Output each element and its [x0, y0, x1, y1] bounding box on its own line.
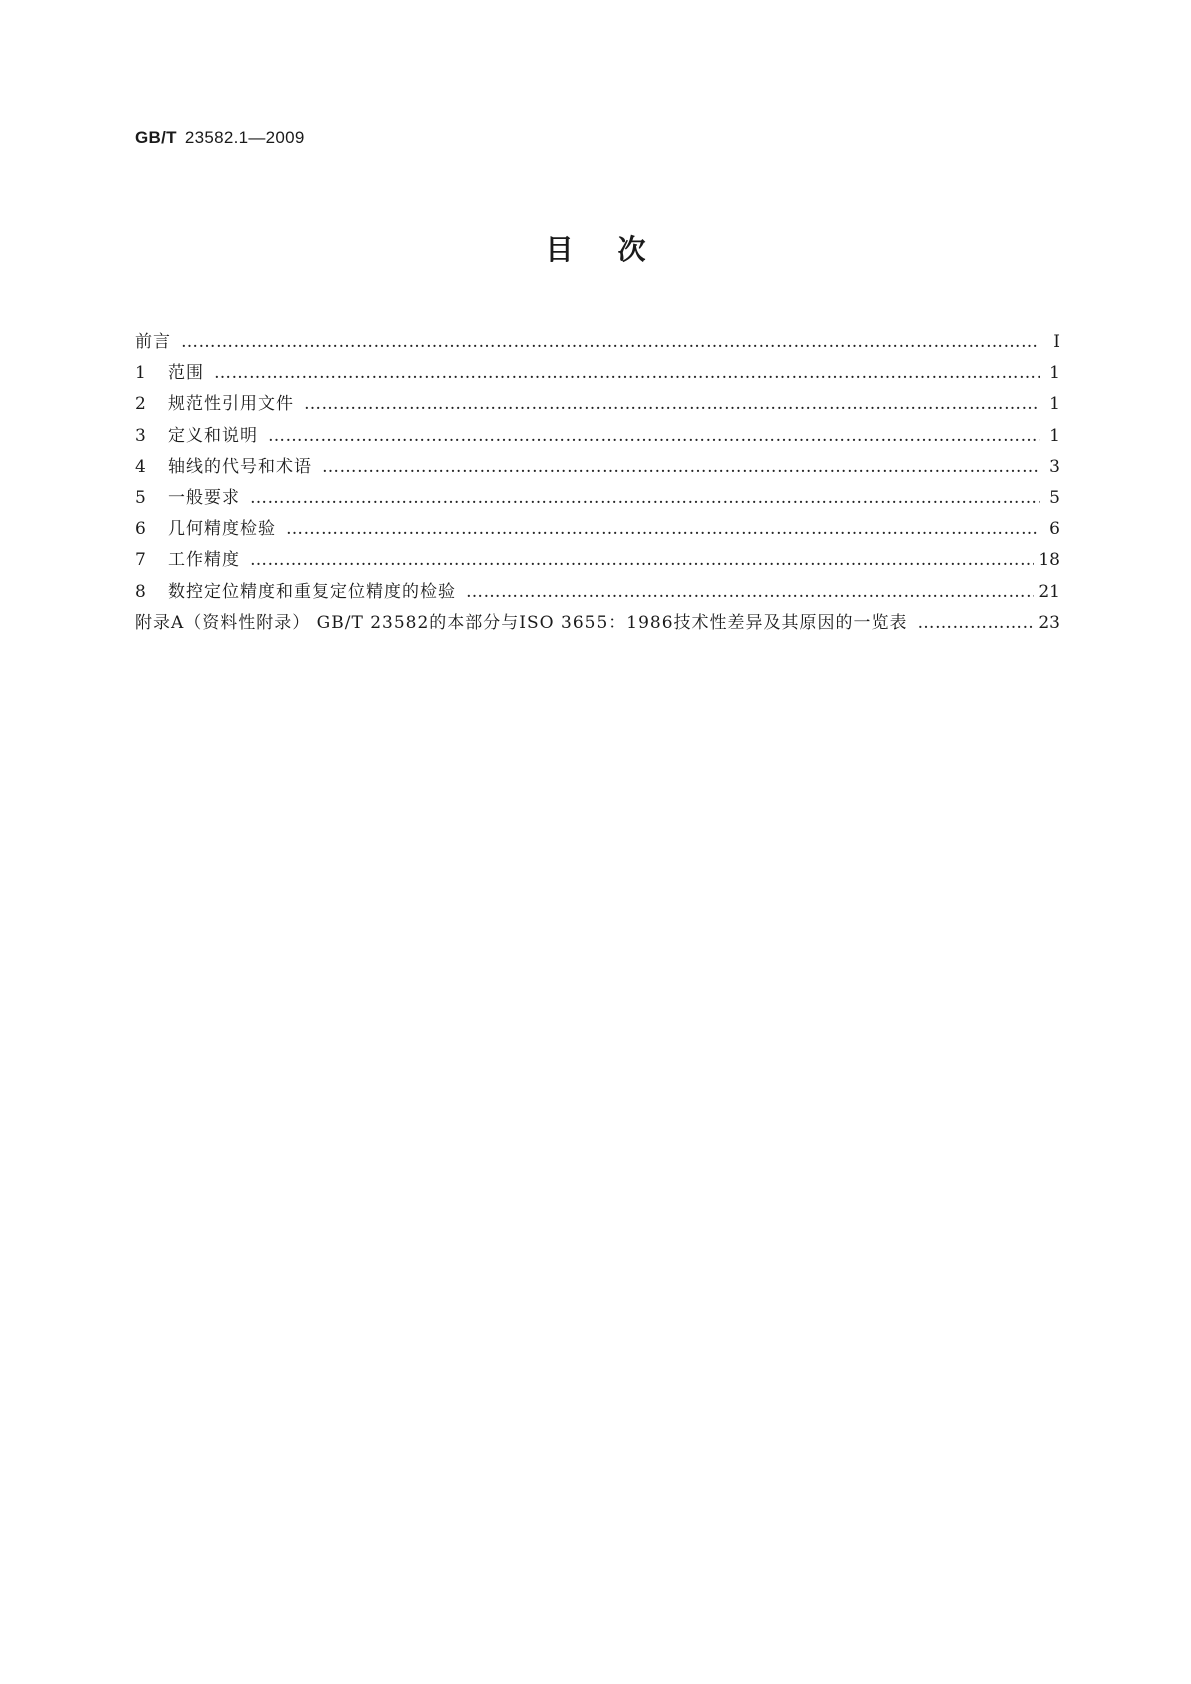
- toc-entry-label: 轴线的代号和术语: [168, 456, 312, 477]
- toc-leader-dots: [304, 394, 1040, 414]
- toc-entry-label: 几何精度检验: [168, 519, 276, 540]
- toc-entry-label: 一般要求: [168, 487, 240, 508]
- toc-entry-number: 6: [135, 519, 146, 540]
- toc-entry-scope[interactable]: [135, 358, 1060, 389]
- table-of-contents: [135, 327, 1060, 639]
- toc-leader-dots: [250, 550, 1034, 570]
- toc-entry-label: 工作精度: [168, 550, 240, 571]
- toc-entry-general-requirements[interactable]: [135, 483, 1060, 514]
- standard-code: [135, 128, 305, 148]
- toc-leader-dots: [181, 332, 1040, 352]
- toc-page-number: Ⅰ: [1053, 332, 1060, 352]
- toc-page-number: 3: [1049, 456, 1060, 477]
- toc-entry-label: 范围: [168, 363, 204, 384]
- toc-entry-label: 附录A（资料性附录） GB/T 23582的本部分与ISO 3655：1986技术性差异及其原因的一览表: [135, 612, 908, 633]
- toc-entry-number: 4: [135, 456, 146, 477]
- toc-entry-label: 定义和说明: [168, 425, 258, 446]
- toc-entry-number: 2: [135, 394, 146, 415]
- toc-entry-number: 8: [135, 581, 146, 602]
- toc-entry-label: 规范性引用文件: [168, 394, 294, 415]
- toc-entry-number: 7: [135, 550, 146, 571]
- toc-entry-geometric-tests[interactable]: [135, 514, 1060, 545]
- toc-page-number: 1: [1049, 363, 1060, 384]
- toc-entry-number: 5: [135, 487, 146, 508]
- toc-entry-number: 3: [135, 425, 146, 446]
- toc-entry-foreword[interactable]: [135, 327, 1060, 358]
- toc-leader-dots: [918, 613, 1035, 633]
- page-title: 目次: [545, 233, 690, 266]
- toc-entry-positioning-accuracy[interactable]: [135, 577, 1060, 608]
- standard-prefix: GB/T: [135, 128, 177, 147]
- toc-entry-axis-terminology[interactable]: [135, 452, 1060, 483]
- toc-page-number: 1: [1049, 394, 1060, 415]
- toc-entry-working-accuracy[interactable]: [135, 545, 1060, 576]
- toc-entry-annex-a[interactable]: [135, 608, 1060, 639]
- toc-entry-label: 数控定位精度和重复定位精度的检验: [168, 581, 456, 602]
- toc-entry-number: 1: [135, 363, 146, 384]
- toc-entry-label: 前言: [135, 332, 171, 352]
- toc-leader-dots: [214, 363, 1040, 383]
- toc-page-number: 21: [1038, 581, 1060, 602]
- toc-entry-normative-references[interactable]: [135, 389, 1060, 420]
- toc-page-number: 1: [1049, 425, 1060, 446]
- standard-number: 23582.1—2009: [184, 128, 305, 147]
- toc-leader-dots: [250, 488, 1040, 508]
- toc-leader-dots: [268, 426, 1040, 446]
- toc-leader-dots: [322, 457, 1040, 477]
- toc-page-number: 23: [1038, 612, 1060, 633]
- toc-page-number: 18: [1038, 550, 1060, 571]
- toc-leader-dots: [466, 582, 1034, 602]
- toc-entry-definitions[interactable]: [135, 421, 1060, 452]
- toc-page-number: 5: [1049, 487, 1060, 508]
- toc-leader-dots: [286, 519, 1040, 539]
- toc-page-number: 6: [1049, 519, 1060, 540]
